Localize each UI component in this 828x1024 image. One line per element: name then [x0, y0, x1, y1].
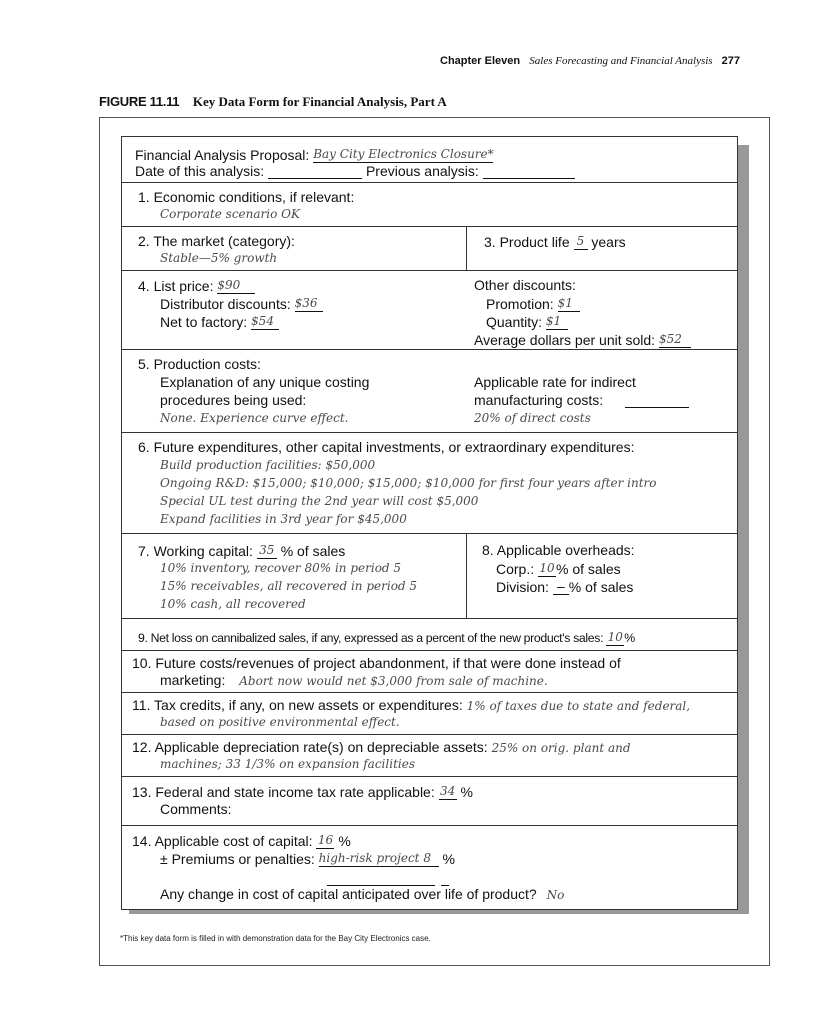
section-11-label: 11. Tax credits, if any, on new assets or expenditures: — [132, 697, 463, 713]
rate-value: 20% of direct costs — [474, 411, 591, 425]
section-3 — [484, 233, 626, 250]
s6-line: Expand facilities in 3rd year for $45,000 — [160, 512, 407, 526]
chapter-label: Chapter Eleven — [440, 55, 521, 67]
section-14-unit: % — [338, 833, 351, 849]
quantity-label: Quantity: — [486, 314, 543, 330]
s6-line: Ongoing R&D: $15,000; $10,000; $15,000; $10,000 for first four years after intro — [160, 476, 657, 490]
corp-label: Corp.: — [496, 561, 535, 577]
section-14 — [122, 826, 737, 910]
date-field[interactable] — [268, 164, 362, 179]
section-7-8 — [122, 534, 737, 619]
date-label: Date of this analysis: — [135, 163, 265, 179]
section-11 — [122, 693, 737, 735]
promotion-field[interactable]: $1 — [558, 295, 580, 312]
distributor-field[interactable]: $36 — [295, 295, 323, 312]
section-14-label: 14. Applicable cost of capital: — [132, 833, 313, 849]
cost-capital-field[interactable]: 16 — [317, 833, 334, 847]
section-9-label: 9. Net loss on cannibalized sales, if any, expressed as a percent of the new product's sales: — [138, 631, 604, 645]
figure-title — [99, 94, 447, 110]
s6-line: Build production facilities: $50,000 — [160, 458, 376, 472]
section-7-unit: % of sales — [280, 543, 346, 559]
section-10-label-1: 10. Future costs/revenues of project abandonment, if that were done instead of — [132, 655, 621, 671]
net-label: Net to factory: — [160, 314, 248, 330]
division-field[interactable]: – — [553, 578, 569, 595]
division-unit: % of sales — [568, 579, 634, 595]
corp-field[interactable]: 10 — [539, 561, 555, 575]
section-13 — [122, 777, 737, 826]
footnote: *This key data form is filled in with demonstration data for the Bay City Electronics case. — [120, 934, 431, 943]
division-label: Division: — [496, 579, 549, 595]
section-13-unit: % — [460, 784, 473, 800]
quantity-field[interactable]: $1 — [546, 313, 568, 330]
proposal-label: Financial Analysis Proposal: — [135, 147, 310, 163]
list-price-field[interactable]: $90 — [217, 277, 255, 294]
previous-label: Previous analysis: — [365, 163, 479, 179]
section-2-label: 2. The market (category): — [138, 233, 295, 249]
key-data-form — [121, 136, 738, 910]
section-6-label: 6. Future expenditures, other capital investments, or extraordinary expenditures: — [138, 439, 635, 455]
section-12-label: 12. Applicable depreciation rate(s) on depreciable assets: — [132, 739, 488, 755]
product-life-field[interactable]: 5 — [574, 233, 588, 250]
section-8-label: 8. Applicable overheads: — [482, 542, 635, 558]
promotion-label: Promotion: — [486, 296, 554, 312]
section-10-label-2: marketing: — [160, 672, 226, 688]
figure-label: FIGURE 11.11 — [99, 94, 180, 109]
s6-line: Special UL test during the 2nd year will cost $5,000 — [160, 494, 479, 508]
other-discounts-label: Other discounts: — [474, 277, 576, 293]
distributor-label: Distributor discounts: — [160, 296, 291, 312]
section-12 — [122, 735, 737, 777]
section-5-label: 5. Production costs: — [138, 356, 261, 372]
figure-caption: Key Data Form for Financial Analysis, Part A — [192, 94, 447, 109]
running-head — [440, 55, 780, 67]
comments-label: Comments: — [160, 801, 232, 817]
premiums-field[interactable]: high-risk project 8 — [319, 850, 439, 867]
section-5 — [122, 350, 737, 433]
section-2-value: Stable—5% growth — [160, 251, 278, 265]
form-header — [122, 137, 737, 183]
section-9-unit: % — [624, 631, 635, 645]
section-divider — [466, 534, 467, 618]
section-10 — [122, 651, 737, 693]
explain-line-2: procedures being used: — [160, 392, 307, 408]
explain-line-1: Explanation of any unique costing — [160, 374, 370, 390]
explain-value: None. Experience curve effect. — [160, 411, 349, 425]
section-2-3 — [122, 227, 737, 271]
previous-field[interactable] — [483, 164, 575, 179]
section-1-label: 1. Economic conditions, if relevant: — [138, 189, 355, 205]
corp-unit: % of sales — [556, 561, 621, 577]
section-3-label: 3. Product life — [484, 234, 570, 250]
rate-line-2: manufacturing costs: — [474, 392, 604, 408]
working-capital-field[interactable]: 35 — [257, 542, 277, 559]
section-divider — [466, 227, 467, 270]
average-field[interactable]: $52 — [659, 331, 691, 348]
section-7-label: 7. Working capital: — [138, 543, 253, 559]
cannibalized-field[interactable]: 10 — [607, 630, 623, 644]
section-11-value-1: 1% of taxes due to state and federal, — [466, 699, 691, 713]
section-4 — [122, 271, 737, 350]
s7-line: 10% cash, all recovered — [160, 597, 306, 611]
section-6 — [122, 433, 737, 534]
premiums-label: ± Premiums or penalties: — [160, 851, 315, 867]
blank-line[interactable] — [441, 871, 449, 886]
list-price-label: 4. List price: — [138, 278, 214, 294]
page-number: 277 — [721, 55, 741, 67]
rate-field[interactable] — [625, 393, 689, 408]
s7-line: 10% inventory, recover 80% in period 5 — [160, 561, 402, 575]
section-12-value-2: machines; 33 1/3% on expansion facilities — [160, 757, 415, 771]
section-1-value: Corporate scenario OK — [160, 207, 300, 221]
section-9 — [122, 619, 737, 651]
tax-rate-field[interactable]: 34 — [440, 784, 456, 798]
section-3-unit: years — [591, 234, 626, 250]
rate-line-1: Applicable rate for indirect — [474, 374, 636, 390]
section-11-value-2: based on positive environmental effect. — [160, 715, 400, 729]
change-value: No — [546, 888, 565, 902]
section-12-value-1: 25% on orig. plant and — [491, 741, 631, 755]
proposal-field[interactable]: Bay City Electronics Closure* — [313, 147, 494, 161]
chapter-subtitle: Sales Forecasting and Financial Analysis — [529, 55, 713, 67]
s7-line: 15% receivables, all recovered in period 5 — [160, 579, 418, 593]
net-field[interactable]: $54 — [251, 313, 279, 330]
premiums-unit: % — [442, 851, 455, 867]
average-label: Average dollars per unit sold: — [474, 332, 656, 348]
section-1 — [122, 183, 737, 227]
blank-line[interactable] — [327, 871, 435, 886]
change-label: Any change in cost of capital anticipated over life of product? — [160, 886, 537, 902]
section-10-value: Abort now would net $3,000 from sale of machine. — [239, 674, 548, 688]
section-13-label: 13. Federal and state income tax rate applicable: — [132, 784, 435, 800]
